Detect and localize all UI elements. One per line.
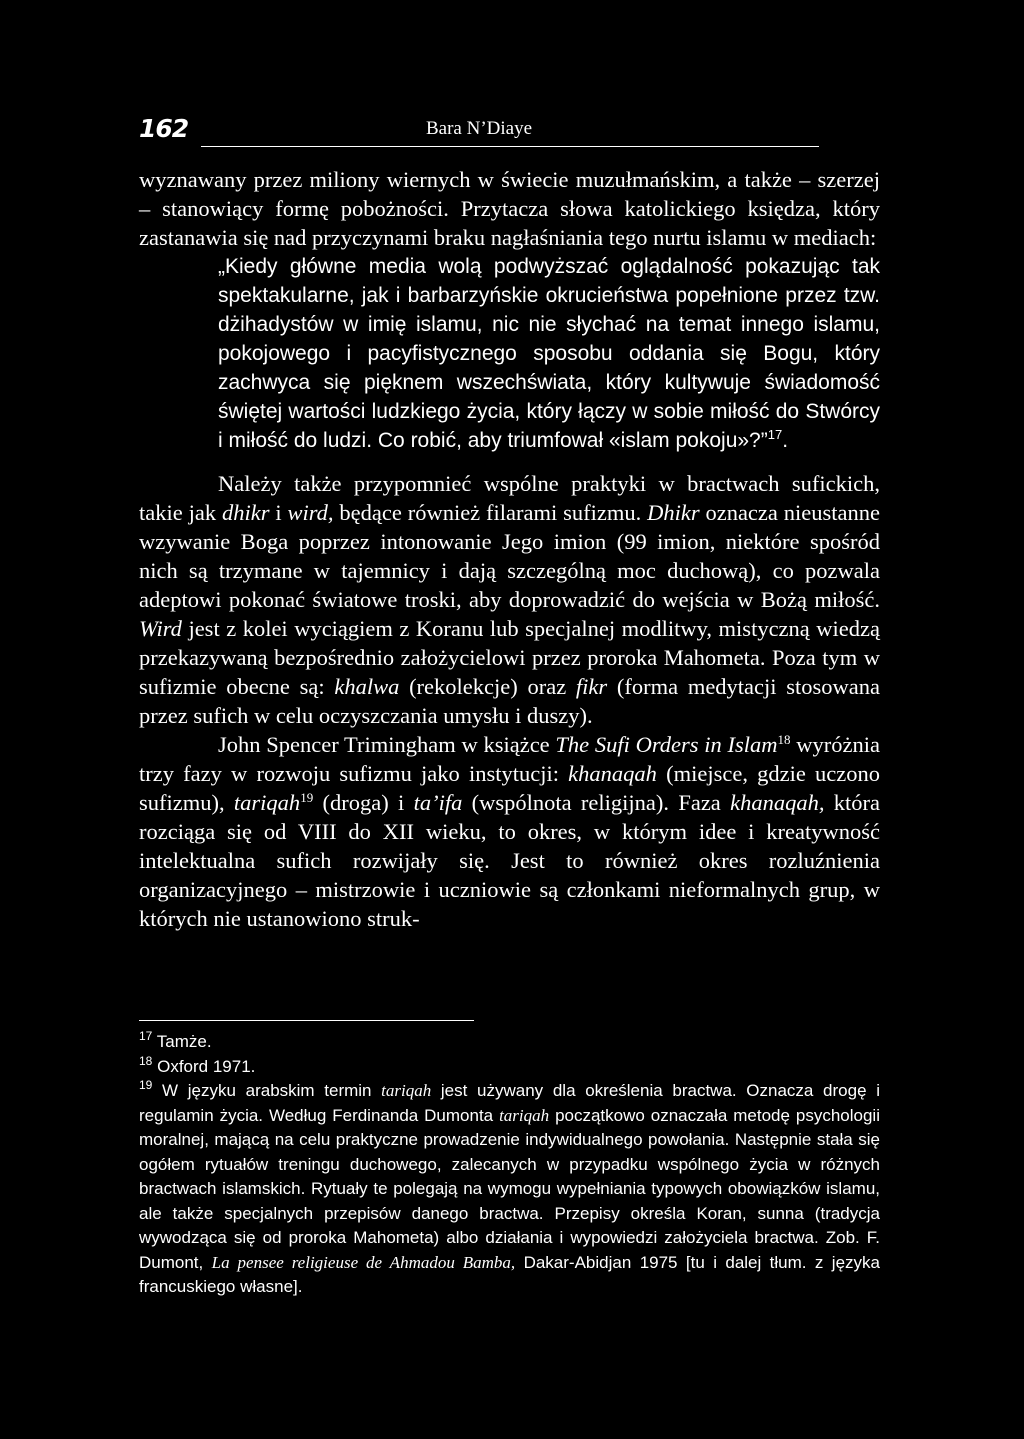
text-run: która rozciąga się od VIII do XII wieku, to okres, w którym idee i kreatywność intelektualna sufich rozwijały się. Jest to również okres rozluźnienia organizacyjnego – mistrzowie i uczniowie są członkami nieformalnych grup, w których nie ustanowiono struk- xyxy=(139,790,881,931)
term-khanaqah: khanaqah, xyxy=(730,790,825,815)
footnote-text: początkowo oznaczała metodę psychologii moralnej, mającą na celu praktyczne prowadzenie indywidualnego powołania. Następnie stała się ogółem rytuałów treningu duchowego, zalecanych w przypadku wspólnego życia w różnych bractwach islamskich. Rytuały te polegają na wymogu wypełniania typowych obowiązków islamu, ale także specjalnych przepisów danego bractwa. Przepisy określa Koran, sunna (tradycja wywodząca się od proroka Mahometa) albo działania i wypowiedzi założyciela bractwa. Zob. F. Dumont, xyxy=(139,1105,880,1272)
footnote-19 xyxy=(139,1079,880,1300)
footnotes xyxy=(139,1030,880,1300)
text-run: oznacza nieustanne wzywanie Boga poprzez intonowanie Jego imion (99 imion, niektóre spośród nich są trzymane w tajemnicy i dają szczególną moc duchową), co pozwala adeptowi pokonać światowe troski, aby doprowadzić do wejścia w Bożą miłość. xyxy=(139,500,880,612)
term-fikr: fikr xyxy=(575,674,608,699)
paragraph-1: wyznawany przez miliony wiernych w świecie muzułmańskim, a także – szerzej – stanowiący formę pobożności. Przytacza słowa katolickiego księdza, który zastanawia się nad przyczynami braku nagłaśniania tego nurtu islamu w mediach: xyxy=(139,167,880,250)
term-tariqah: tariqah xyxy=(381,1081,432,1100)
block-quote xyxy=(139,252,880,455)
footnote-number: 17 xyxy=(139,1029,153,1043)
footnote-ref-17[interactable]: 17 xyxy=(767,427,783,442)
text-run: (wspólnota religijna). Faza xyxy=(462,790,731,815)
term-khalwa: khalwa xyxy=(334,674,400,699)
header-rule xyxy=(201,146,819,147)
term-wird: wird, xyxy=(287,500,334,525)
page-header xyxy=(139,112,819,148)
text-run: wyróżnia trzy fazy w rozwoju sufizmu jako instytucji: xyxy=(139,732,881,786)
main-text xyxy=(139,165,880,933)
paragraph-3 xyxy=(139,730,880,933)
footnote-number: 18 xyxy=(139,1053,153,1068)
text-run: (rekolekcje) oraz xyxy=(399,674,576,699)
text-run: (droga) i xyxy=(313,790,414,815)
footnote-text: jest używany dla określenia bractwa. Oznacza drogę i regulamin życia. Według Ferdinanda Dumonta xyxy=(139,1081,880,1125)
text-run: Należy także przypomnieć wspólne praktyki w bractwach sufickich, takie jak xyxy=(139,471,880,525)
term-wird: Wird xyxy=(139,616,182,641)
footnote-18 xyxy=(139,1055,880,1080)
text-run: (miejsce, gdzie uczono sufizmu), xyxy=(139,761,880,815)
term-khanaqah: khanaqah xyxy=(568,761,657,786)
footnote-text: Dakar-Abidjan 1975 [tu i dalej tłum. z języka francuskiego własne]. xyxy=(139,1252,880,1296)
footnote-ref-19[interactable]: 19 xyxy=(300,790,314,805)
page-number: 162 xyxy=(139,114,189,143)
footnote-separator xyxy=(139,1020,474,1021)
text-run: i xyxy=(269,500,288,525)
running-head-author: Bara N’Diaye xyxy=(425,118,533,139)
quote-end: . xyxy=(782,429,789,452)
footnote-text: Tamże. xyxy=(156,1032,212,1051)
footnote-text: Oxford 1971. xyxy=(157,1056,256,1076)
footnote-text: W języku arabskim termin xyxy=(162,1081,382,1100)
text-run: jest z kolei wyciągiem z Koranu lub specjalnej modlitwy, mistyczną wiedzą przekazywaną bezpośrednio założycielowi przez proroka Mahometa. Poza tym w sufizmie obecne są: xyxy=(139,616,880,699)
text-run: będące również filarami sufizmu. xyxy=(333,500,648,525)
term-dhikr: Dhikr xyxy=(647,500,700,525)
book-title: The Sufi Orders in Islam xyxy=(555,732,778,757)
term-tariqah: tariqah xyxy=(233,790,301,815)
term-dhikr: dhikr xyxy=(221,500,270,525)
text-run: John Spencer Trimingham w książce xyxy=(218,732,556,757)
term-taifa: ta’ifa xyxy=(413,790,463,815)
cited-book-title: La pensee religieuse de Ahmadou Bamba, xyxy=(211,1252,516,1272)
text-run: (forma medytacji stosowana przez sufich w celu oczyszczania umysłu i duszy). xyxy=(139,674,880,728)
term-tariqah: tariqah xyxy=(499,1105,550,1125)
footnote-17 xyxy=(139,1030,880,1055)
quote-text: „Kiedy główne media wolą podwyższać oglądalność pokazując tak spektakularne, jak i barbarzyńskie okrucieństwa popełnione przez tzw. dżihadystów w imię islamu, nic nie słychać na temat innego islamu, pokojowego i pacyfistycznego sposobu oddania się Bogu, który zachwyca się pięknem wszechświata, który kultywuje świadomość świętej wartości ludzkiego życia, który łączy w sobie miłość do Stwórcy i miłość do ludzi. Co robić, aby triumfował «islam pokoju»?” xyxy=(218,255,880,452)
footnote-ref-18[interactable]: 18 xyxy=(777,732,791,747)
paragraph-2 xyxy=(139,469,880,730)
footnote-number: 19 xyxy=(139,1078,153,1092)
